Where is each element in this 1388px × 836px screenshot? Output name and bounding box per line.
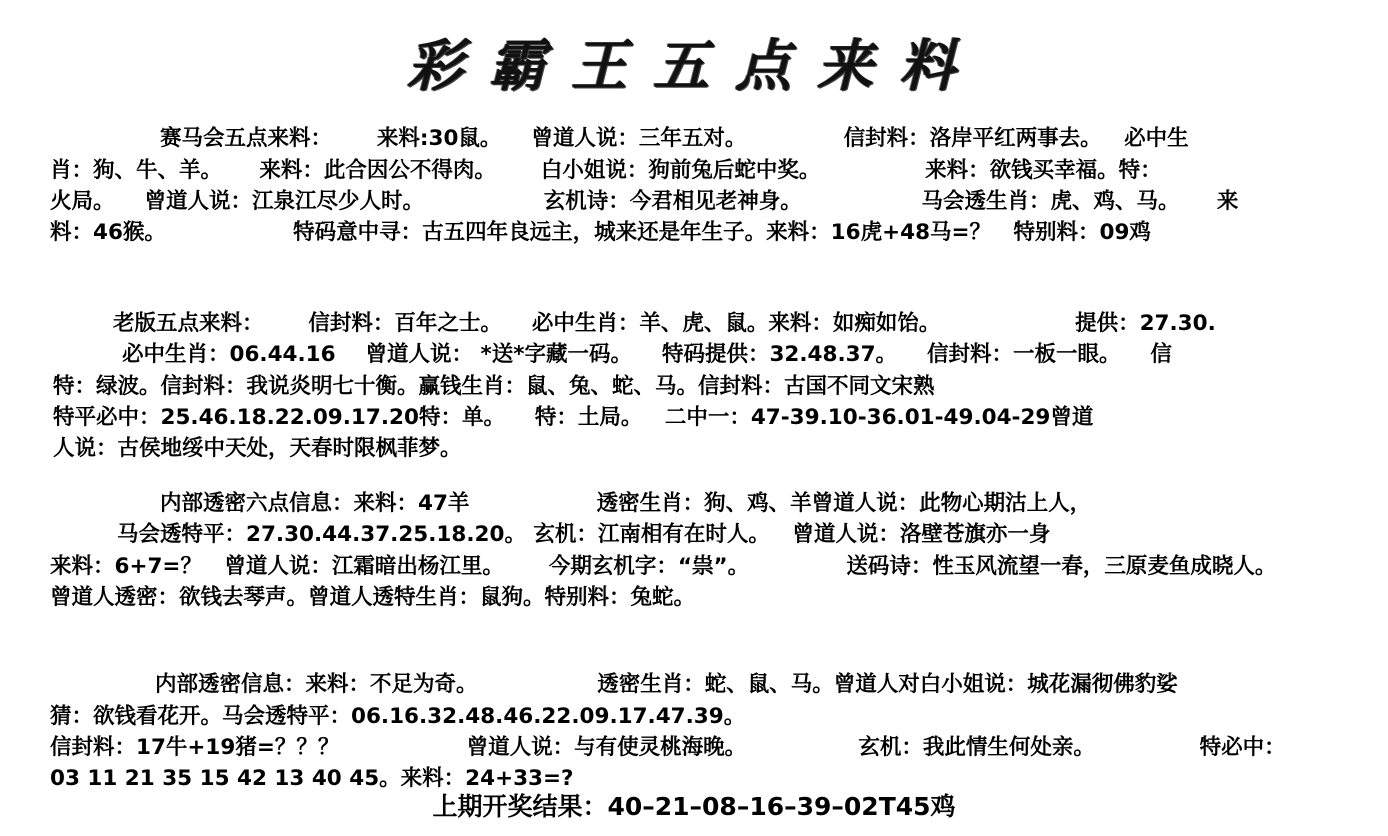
text-line: 猜：欲钱看花开。马会透特平：06.16.32.48.46.22.09.17.47.39。 — [50, 704, 746, 729]
text-line: 火局。 曾道人说：江泉江尽少人时。 玄机诗：今君相见老神身。 马会透生肖：虎、鸡、马。 来 — [50, 189, 1239, 214]
last-draw-result: 上期开奖结果：40–21–08–16–39–02T45鸡 — [432, 792, 956, 821]
text-line: 内部透密信息：来料：不足为奇。 透密生肖：蛇、鼠、马。曾道人对白小姐说：城花漏彻佛豹娑 — [155, 672, 1178, 697]
text-line: 料：46猴。 特码意中寻：古五四年良远主，城来还是年生子。来料：16虎+48马=？ 特别料：09鸡 — [50, 220, 1151, 245]
text-line: 人说：古侯地绥中天处，天春时限枫菲梦。 — [53, 436, 462, 461]
text-line: 特：绿波。信封料：我说炎明七十衡。赢钱生肖：鼠、兔、蛇、马。信封料：古国不同文宋熟 — [53, 374, 935, 399]
text-line: 曾道人透密：欲钱去琴声。曾道人透特生肖：鼠狗。特别料：兔蛇。 — [50, 585, 696, 610]
text-line: 肖：狗、牛、羊。 来料：此合因公不得肉。 白小姐说：狗前兔后蛇中奖。 来料：欲钱买幸福。特： — [50, 158, 1162, 183]
page-title: 彩霸王五点来料 — [407, 33, 981, 99]
text-line: 马会透特平：27.30.44.37.25.18.20。 玄机：江南相有在时人。 曾道人说：洛壁苍旗亦一身 — [117, 522, 1051, 547]
text-line: 03 11 21 35 15 42 13 40 45。来料：24+33=? — [50, 766, 574, 791]
text-line: 信封料：17牛+19猪=？？？ 曾道人说：与有使灵桃海晚。 玄机：我此情生何处亲。 特必中： — [50, 735, 1286, 760]
text-line: 特平必中：25.46.18.22.09.17.20特：单。 特：土局。 二中一：47-39.10-36.01-49.04-29曾道 — [53, 405, 1094, 430]
text-line: 赛马会五点来料： 来料:30鼠。 曾道人说：三年五对。 信封料：洛岸平红两事去。 必中生 — [160, 126, 1189, 151]
text-line: 内部透密六点信息：来料：47羊 透密生肖：狗、鸡、羊曾道人说：此物心期沽上人， — [160, 491, 1092, 516]
text-line: 老版五点来料： 信封料：百年之士。 必中生肖：羊、虎、鼠。来料：如痴如饴。 提供：27.30. — [113, 311, 1216, 336]
text-line: 必中生肖：06.44.16 曾道人说： *送*字藏一码。 特码提供：32.48.37。 信封料：一板一眼。 信 — [122, 342, 1172, 367]
text-line: 来料：6+7=？ 曾道人说：江霜暗出杨江里。 今期玄机字：“祟”。 送码诗：性玉风流望一春，三原麦鱼成晓人。 — [50, 554, 1277, 579]
